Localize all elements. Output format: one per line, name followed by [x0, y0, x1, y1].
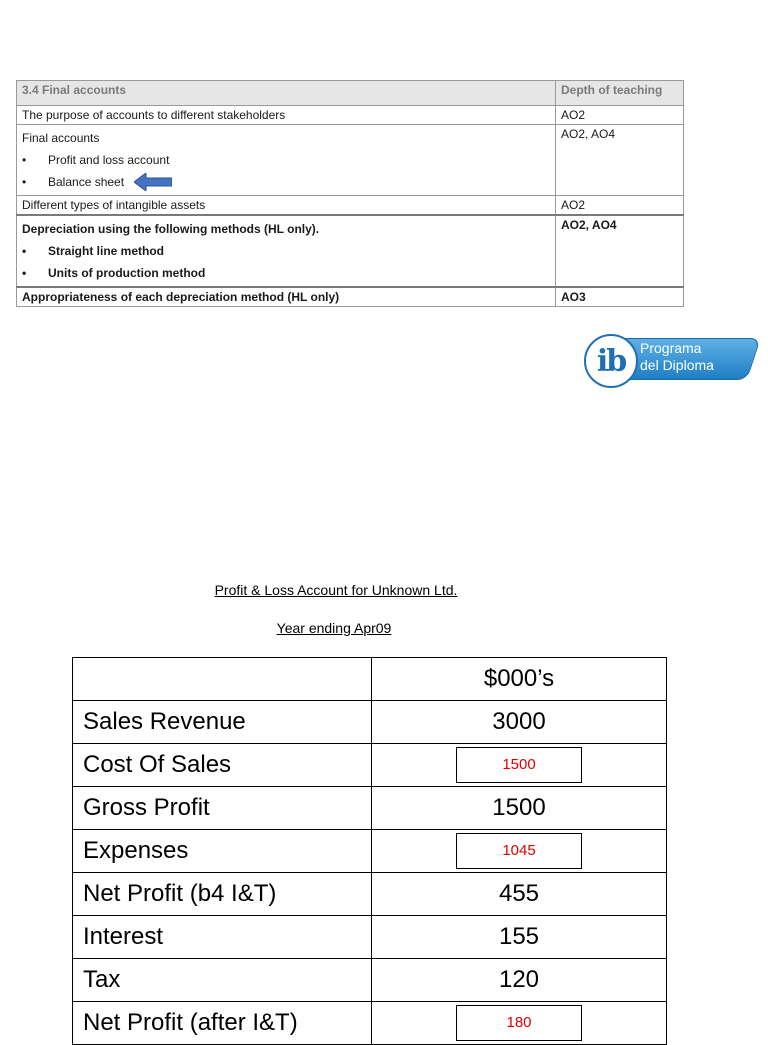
syllabus-row — [17, 215, 684, 287]
syllabus-topic-cell — [17, 215, 556, 287]
pl-row-value: 120 — [372, 959, 667, 1002]
pl-row-value: 455 — [372, 873, 667, 916]
syllabus-depth: AO3 — [556, 287, 684, 307]
pl-row-value-cell — [372, 830, 667, 873]
ib-diploma-logo — [584, 334, 756, 386]
bullet-marker: • — [22, 244, 27, 258]
syllabus-depth: AO2, AO4 — [556, 215, 684, 287]
syllabus-topic: Final accounts — [22, 131, 100, 145]
syllabus-row — [17, 106, 684, 125]
pl-header-value: $000’s — [372, 658, 667, 701]
pl-row-value-cell — [372, 1002, 667, 1045]
pl-row — [73, 787, 667, 830]
pl-row-label: Net Profit (after I&T) — [73, 1002, 372, 1045]
bullet-marker: • — [22, 175, 27, 189]
ib-logo-icon: ib — [584, 334, 638, 388]
syllabus-depth: AO2 — [556, 196, 684, 216]
pl-row-value: 3000 — [372, 701, 667, 744]
pl-row-label: Tax — [73, 959, 372, 1002]
pl-subtitle: Year ending Apr09 — [276, 620, 392, 636]
syllabus-row — [17, 125, 684, 196]
pl-row — [73, 959, 667, 1002]
pl-row-label: Expenses — [73, 830, 372, 873]
syllabus-subitem — [22, 149, 550, 171]
pl-header-label — [73, 658, 372, 701]
syllabus-subitem — [22, 171, 550, 193]
pl-row — [73, 701, 667, 744]
answer-box[interactable]: 1500 — [456, 747, 582, 783]
syllabus-header-depth: Depth of teaching — [556, 81, 684, 106]
logo-text — [640, 340, 714, 374]
logo-line-2: del Diploma — [640, 357, 714, 373]
pl-row — [73, 830, 667, 873]
logo-line-1: Programa — [640, 340, 702, 356]
pl-row-value: 155 — [372, 916, 667, 959]
syllabus-subitem-label: Units of production method — [48, 266, 206, 280]
syllabus-topic-cell — [17, 125, 556, 196]
syllabus-topic: Depreciation using the following methods (HL only). — [22, 222, 320, 236]
pl-row-label: Net Profit (b4 I&T) — [73, 873, 372, 916]
syllabus-topic: Appropriateness of each depreciation method (HL only) — [17, 287, 556, 307]
answer-box[interactable]: 1045 — [456, 833, 582, 869]
bullet-marker: • — [22, 266, 27, 280]
pl-row — [73, 1002, 667, 1045]
syllabus-row — [17, 287, 684, 307]
pl-row — [73, 744, 667, 787]
pl-row-label: Sales Revenue — [73, 701, 372, 744]
syllabus-row — [17, 196, 684, 216]
pl-row-label: Gross Profit — [73, 787, 372, 830]
pl-row — [73, 873, 667, 916]
pl-title: Profit & Loss Account for Unknown Ltd. — [214, 582, 458, 598]
syllabus-header-topic: 3.4 Final accounts — [17, 81, 556, 106]
pl-row-label: Interest — [73, 916, 372, 959]
syllabus-topic: Different types of intangible assets — [17, 196, 556, 216]
syllabus-depth: AO2 — [556, 106, 684, 125]
pl-row-value-cell — [372, 744, 667, 787]
pl-row-value: 1500 — [372, 787, 667, 830]
profit-loss-table — [72, 657, 667, 1045]
pl-header-row — [73, 658, 667, 701]
syllabus-depth: AO2, AO4 — [556, 125, 684, 196]
syllabus-topic: The purpose of accounts to different stakeholders — [17, 106, 556, 125]
syllabus-header-row — [17, 81, 684, 106]
pl-row — [73, 916, 667, 959]
syllabus-subitem-label: Profit and loss account — [48, 153, 170, 167]
syllabus-subitem — [22, 240, 550, 262]
left-arrow-icon — [134, 173, 172, 191]
syllabus-subitem-label: Straight line method — [48, 244, 165, 258]
syllabus-subitem — [22, 262, 550, 284]
answer-box[interactable]: 180 — [456, 1005, 582, 1041]
syllabus-table — [16, 80, 684, 307]
bullet-marker: • — [22, 153, 27, 167]
syllabus-subitem-label: Balance sheet — [48, 175, 125, 189]
pl-row-label: Cost Of Sales — [73, 744, 372, 787]
